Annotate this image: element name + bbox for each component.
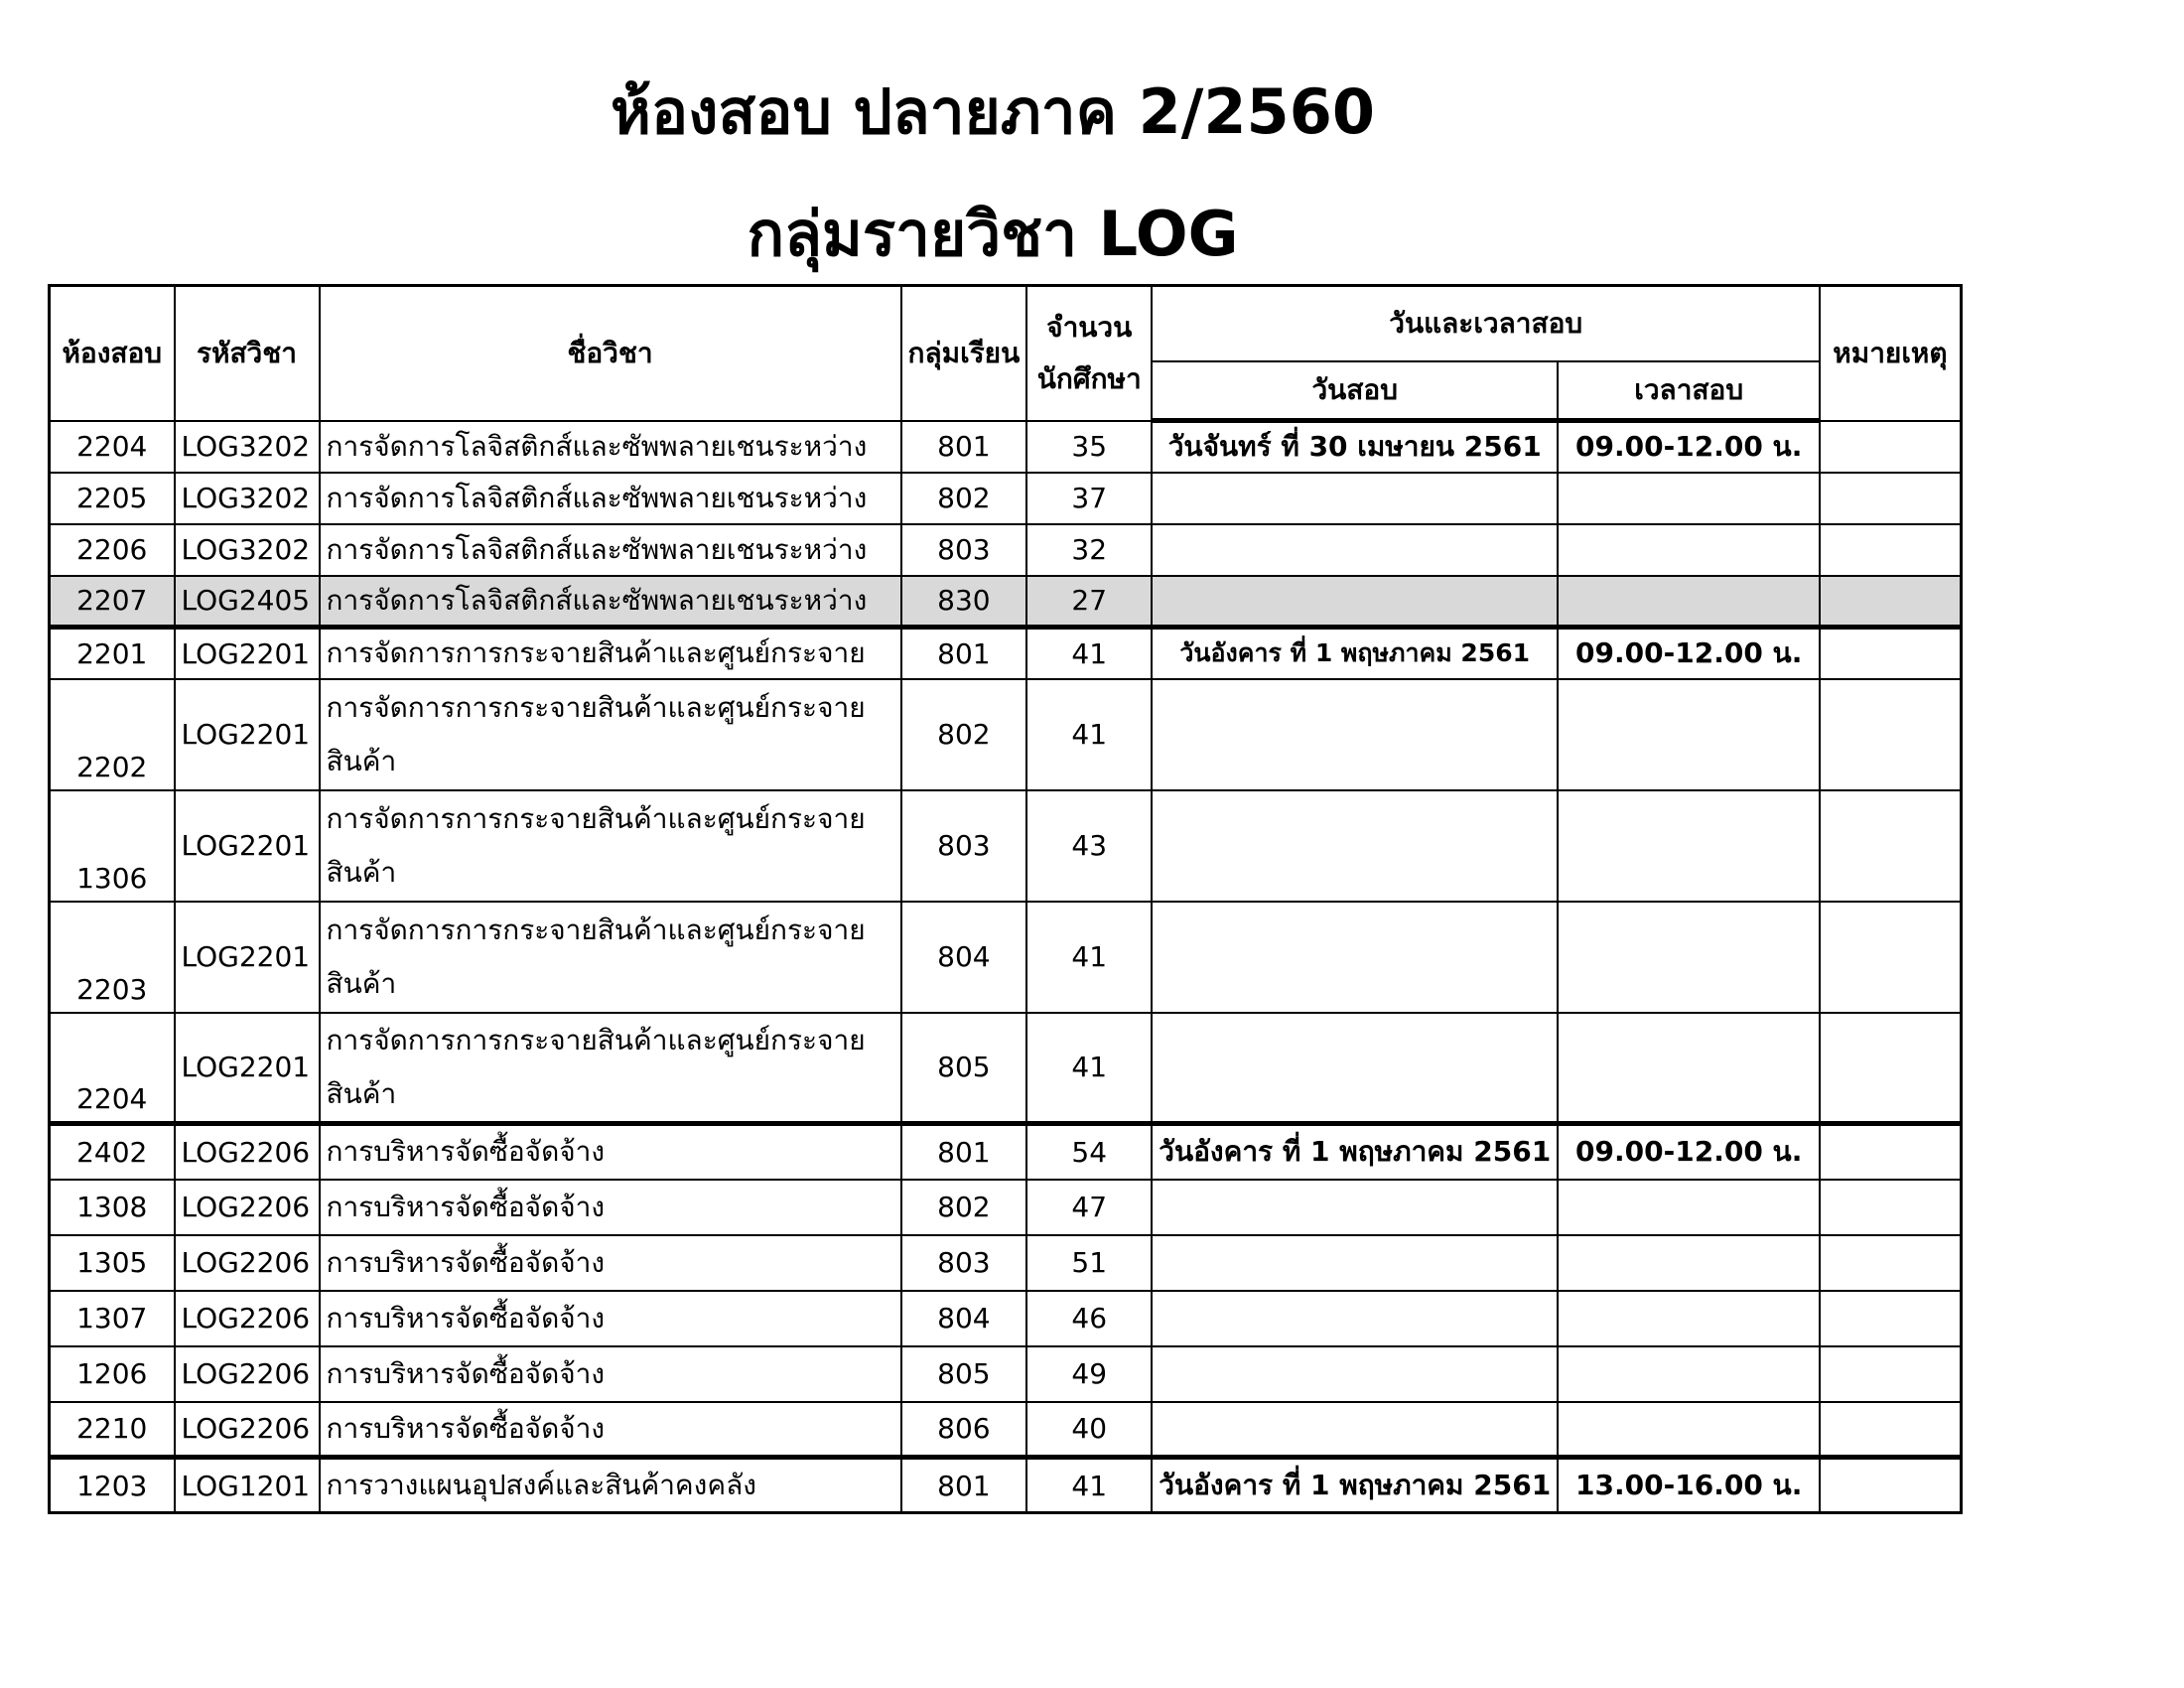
cell-student-count: 47	[1026, 1180, 1152, 1235]
cell-course-name: การจัดการการกระจายสินค้าและศูนย์กระจาย สินค้า	[320, 679, 901, 790]
cell-course-name: การจัดการโลจิสติกส์และซัพพลายเชนระหว่าง	[320, 421, 901, 473]
cell-course-code: LOG3202	[175, 524, 320, 576]
cell-course-code: LOG2206	[175, 1180, 320, 1235]
cell-course-name: การบริหารจัดซื้อจัดจ้าง	[320, 1402, 901, 1458]
cell-section: 804	[901, 902, 1027, 1013]
cell-room: 2201	[50, 628, 175, 679]
cell-exam-time: 13.00-16.00 น.	[1558, 1458, 1820, 1513]
cell-room: 2207	[50, 576, 175, 628]
cell-course-name: การบริหารจัดซื้อจัดจ้าง	[320, 1124, 901, 1180]
cell-course-name: การจัดการโลจิสติกส์และซัพพลายเชนระหว่าง	[320, 473, 901, 524]
cell-exam-time	[1558, 1180, 1820, 1235]
cell-course-code: LOG2405	[175, 576, 320, 628]
cell-course-code: LOG2206	[175, 1235, 320, 1291]
table-row	[50, 421, 1962, 473]
cell-course-name: การจัดการโลจิสติกส์และซัพพลายเชนระหว่าง	[320, 576, 901, 628]
header-student-count-line2: นักศึกษา	[1036, 361, 1142, 395]
cell-exam-date	[1152, 679, 1558, 790]
table-row	[50, 1291, 1962, 1346]
cell-student-count: 43	[1026, 790, 1152, 902]
cell-remark	[1820, 1291, 1961, 1346]
cell-exam-date	[1152, 1180, 1558, 1235]
cell-exam-time: 09.00-12.00 น.	[1558, 1124, 1820, 1180]
cell-room: 1306	[50, 790, 175, 902]
cell-exam-date	[1152, 576, 1558, 628]
cell-student-count: 40	[1026, 1402, 1152, 1458]
cell-course-code: LOG3202	[175, 421, 320, 473]
cell-exam-date	[1152, 1235, 1558, 1291]
header-section: กลุ่มเรียน	[901, 286, 1027, 421]
cell-exam-time	[1558, 524, 1820, 576]
exam-schedule-table	[48, 284, 1963, 1514]
cell-course-name: การจัดการการกระจายสินค้าและศูนย์กระจาย	[320, 628, 901, 679]
cell-course-code: LOG2201	[175, 790, 320, 902]
cell-remark	[1820, 421, 1961, 473]
cell-course-code: LOG2206	[175, 1402, 320, 1458]
cell-section: 803	[901, 790, 1027, 902]
cell-section: 801	[901, 628, 1027, 679]
cell-exam-time	[1558, 679, 1820, 790]
cell-exam-time	[1558, 1013, 1820, 1124]
cell-room: 2206	[50, 524, 175, 576]
header-exam-time: เวลาสอบ	[1558, 361, 1820, 421]
cell-exam-date: วันอังคาร ที่ 1 พฤษภาคม 2561	[1152, 628, 1558, 679]
cell-student-count: 54	[1026, 1124, 1152, 1180]
cell-course-name: การบริหารจัดซื้อจัดจ้าง	[320, 1235, 901, 1291]
cell-student-count: 32	[1026, 524, 1152, 576]
table-row	[50, 1458, 1962, 1513]
cell-course-code: LOG2206	[175, 1291, 320, 1346]
cell-course-code: LOG2201	[175, 628, 320, 679]
cell-section: 804	[901, 1291, 1027, 1346]
cell-section: 830	[901, 576, 1027, 628]
cell-exam-time	[1558, 1346, 1820, 1402]
cell-section: 806	[901, 1402, 1027, 1458]
page-title: ห้องสอบ ปลายภาค 2/2560	[611, 75, 1375, 148]
cell-remark	[1820, 628, 1961, 679]
table-row	[50, 1235, 1962, 1291]
header-room: ห้องสอบ	[50, 286, 175, 421]
cell-section: 802	[901, 473, 1027, 524]
table-row	[50, 1124, 1962, 1180]
cell-remark	[1820, 473, 1961, 524]
page-subtitle: กลุ่มรายวิชา LOG	[747, 198, 1239, 270]
cell-student-count: 41	[1026, 1458, 1152, 1513]
cell-remark	[1820, 679, 1961, 790]
cell-room: 1308	[50, 1180, 175, 1235]
cell-course-name: การจัดการโลจิสติกส์และซัพพลายเชนระหว่าง	[320, 524, 901, 576]
cell-exam-date	[1152, 790, 1558, 902]
cell-exam-time	[1558, 1402, 1820, 1458]
table-row	[50, 902, 1962, 1013]
cell-student-count: 49	[1026, 1346, 1152, 1402]
table-row	[50, 1180, 1962, 1235]
cell-student-count: 41	[1026, 628, 1152, 679]
table-row	[50, 1013, 1962, 1124]
cell-exam-date	[1152, 1346, 1558, 1402]
cell-room: 2203	[50, 902, 175, 1013]
cell-section: 803	[901, 1235, 1027, 1291]
cell-course-name: การวางแผนอุปสงค์และสินค้าคงคลัง	[320, 1458, 901, 1513]
table-row	[50, 628, 1962, 679]
cell-room: 1307	[50, 1291, 175, 1346]
cell-exam-date: วันจันทร์ ที่ 30 เมษายน 2561	[1152, 421, 1558, 473]
cell-exam-date	[1152, 1402, 1558, 1458]
cell-section: 803	[901, 524, 1027, 576]
header-exam-datetime: วันและเวลาสอบ	[1152, 286, 1820, 361]
cell-room: 1203	[50, 1458, 175, 1513]
cell-course-name: การจัดการการกระจายสินค้าและศูนย์กระจาย สินค้า	[320, 790, 901, 902]
cell-remark	[1820, 1124, 1961, 1180]
cell-student-count: 37	[1026, 473, 1152, 524]
cell-exam-time	[1558, 576, 1820, 628]
cell-exam-time	[1558, 790, 1820, 902]
header-course-code: รหัสวิชา	[175, 286, 320, 421]
cell-remark	[1820, 1235, 1961, 1291]
cell-course-code: LOG2201	[175, 902, 320, 1013]
cell-room: 2204	[50, 1013, 175, 1124]
cell-remark	[1820, 902, 1961, 1013]
cell-exam-date	[1152, 902, 1558, 1013]
cell-room: 2210	[50, 1402, 175, 1458]
cell-remark	[1820, 1402, 1961, 1458]
header-exam-date: วันสอบ	[1152, 361, 1558, 421]
cell-remark	[1820, 1346, 1961, 1402]
cell-remark	[1820, 1013, 1961, 1124]
cell-section: 805	[901, 1346, 1027, 1402]
cell-section: 802	[901, 1180, 1027, 1235]
cell-course-name: การบริหารจัดซื้อจัดจ้าง	[320, 1346, 901, 1402]
cell-exam-time	[1558, 473, 1820, 524]
cell-course-code: LOG1201	[175, 1458, 320, 1513]
cell-student-count: 41	[1026, 1013, 1152, 1124]
cell-course-code: LOG2206	[175, 1346, 320, 1402]
cell-exam-date	[1152, 473, 1558, 524]
cell-remark	[1820, 790, 1961, 902]
cell-remark	[1820, 524, 1961, 576]
cell-section: 802	[901, 679, 1027, 790]
cell-exam-time: 09.00-12.00 น.	[1558, 628, 1820, 679]
cell-exam-time	[1558, 902, 1820, 1013]
cell-room: 1206	[50, 1346, 175, 1402]
cell-remark	[1820, 1458, 1961, 1513]
header-remark: หมายเหตุ	[1820, 286, 1961, 421]
cell-course-code: LOG2201	[175, 679, 320, 790]
cell-student-count: 41	[1026, 902, 1152, 1013]
cell-exam-time: 09.00-12.00 น.	[1558, 421, 1820, 473]
cell-exam-date	[1152, 1013, 1558, 1124]
table-row	[50, 524, 1962, 576]
cell-exam-date: วันอังคาร ที่ 1 พฤษภาคม 2561	[1152, 1124, 1558, 1180]
table-row	[50, 1402, 1962, 1458]
cell-course-code: LOG3202	[175, 473, 320, 524]
header-course-name: ชื่อวิชา	[320, 286, 901, 421]
header-student-count	[1026, 286, 1152, 421]
table-row	[50, 1346, 1962, 1402]
cell-room: 2202	[50, 679, 175, 790]
cell-room: 2402	[50, 1124, 175, 1180]
cell-course-name: การจัดการการกระจายสินค้าและศูนย์กระจาย สินค้า	[320, 902, 901, 1013]
cell-course-code: LOG2201	[175, 1013, 320, 1124]
cell-room: 1305	[50, 1235, 175, 1291]
table-row	[50, 576, 1962, 628]
table-row	[50, 473, 1962, 524]
cell-exam-date: วันอังคาร ที่ 1 พฤษภาคม 2561	[1152, 1458, 1558, 1513]
cell-student-count: 41	[1026, 679, 1152, 790]
cell-student-count: 35	[1026, 421, 1152, 473]
header-student-count-line1: จำนวน	[1046, 310, 1133, 344]
cell-course-name: การบริหารจัดซื้อจัดจ้าง	[320, 1180, 901, 1235]
table-row	[50, 790, 1962, 902]
cell-remark	[1820, 1180, 1961, 1235]
cell-remark	[1820, 576, 1961, 628]
cell-course-name: การจัดการการกระจายสินค้าและศูนย์กระจาย สินค้า	[320, 1013, 901, 1124]
cell-room: 2205	[50, 473, 175, 524]
cell-student-count: 51	[1026, 1235, 1152, 1291]
cell-exam-time	[1558, 1235, 1820, 1291]
cell-student-count: 27	[1026, 576, 1152, 628]
cell-section: 801	[901, 421, 1027, 473]
cell-exam-date	[1152, 1291, 1558, 1346]
cell-student-count: 46	[1026, 1291, 1152, 1346]
cell-exam-date	[1152, 524, 1558, 576]
cell-course-name: การบริหารจัดซื้อจัดจ้าง	[320, 1291, 901, 1346]
cell-room: 2204	[50, 421, 175, 473]
cell-section: 801	[901, 1458, 1027, 1513]
cell-section: 805	[901, 1013, 1027, 1124]
cell-exam-time	[1558, 1291, 1820, 1346]
table-row	[50, 679, 1962, 790]
cell-section: 801	[901, 1124, 1027, 1180]
cell-course-code: LOG2206	[175, 1124, 320, 1180]
